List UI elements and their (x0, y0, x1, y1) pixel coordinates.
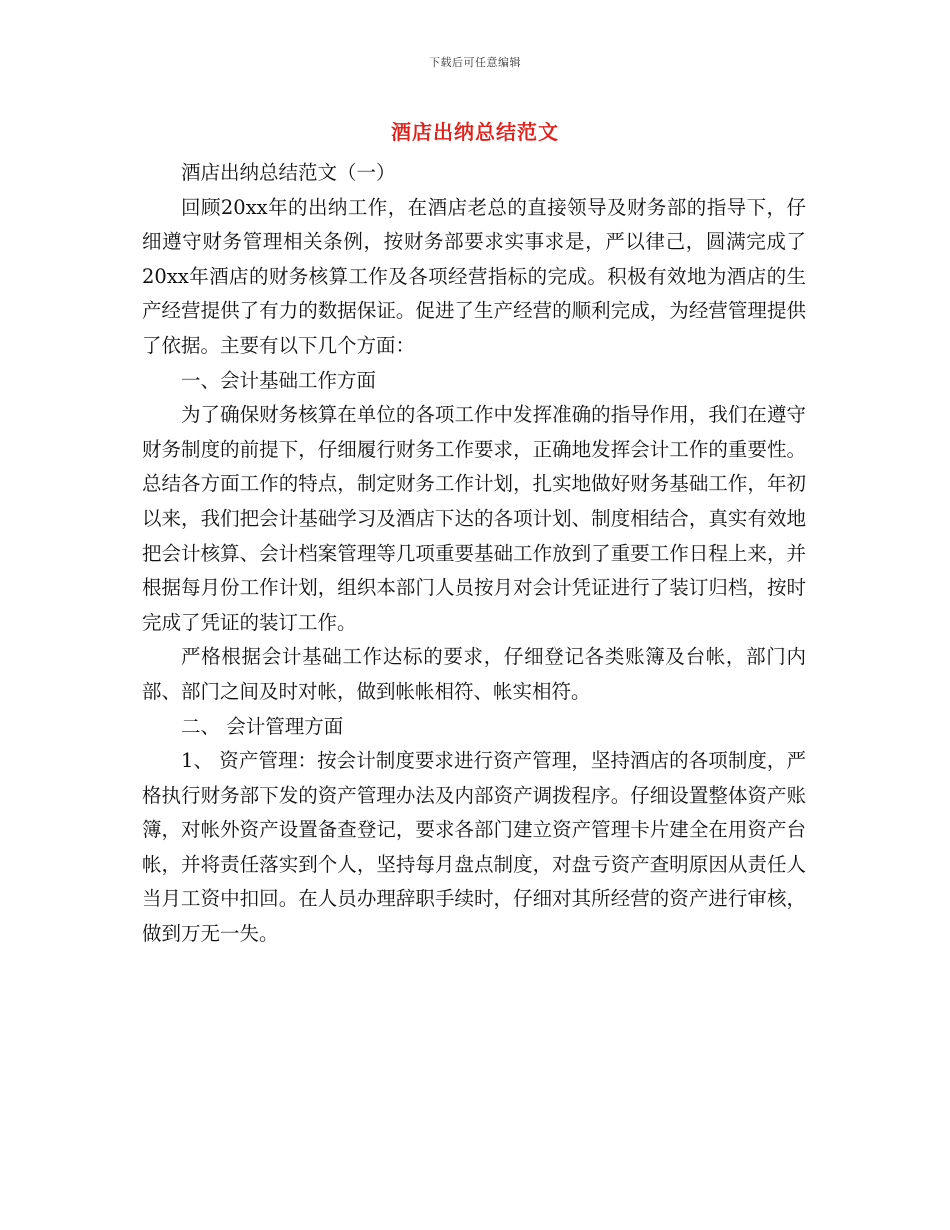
document-title: 酒店出纳总结范文 (391, 120, 559, 144)
paragraph-ledger-registration: 严格根据会计基础工作达标的要求，仔细登记各类账簿及台帐，部门内部、部门之间及时对帐，做到帐帐相符、帐实相符。 (142, 645, 806, 703)
section-heading-accounting-management: 二、 会计管理方面 (181, 714, 344, 738)
paragraph-asset-management: 1、 资产管理：按会计制度要求进行资产管理，坚持酒店的各项制度，严格执行财务部下发的资产管理办法及内部资产调拨程序。仔细设置整体资产账簿，对帐外资产设置备查登记，要求各部门建立资产管理卡片建全在用资产台帐，并将责任落实到个人，坚持每月盘点制度，对盘亏资产查明原因从责任人当月工资中扣回。在人员办理辞职手续时，仔细对其所经营的资产进行审核，做到万无一失。 (142, 749, 806, 946)
paragraph-subtitle: 酒店出纳总结范文（一） (181, 161, 396, 184)
header-note: 下载后可任意编辑 (429, 56, 521, 69)
paragraph-accounting-basics: 为了确保财务核算在单位的各项工作中发挥准确的指导作用，我们在遵守财务制度的前提下，仔细履行财务工作要求，正确地发挥会计工作的重要性。总结各方面工作的特点，制定财务工作计划，扎实地做好财务基础工作，年初以来，我们把会计基础学习及酒店下达的各项计划、制度相结合，真实有效地把会计核算、会计档案管理等几项重要基础工作放到了重要工作日程上来，并根据每月份工作计划，组织本部门人员按月对会计凭证进行了装订归档，按时完成了凭证的装订工作。 (142, 403, 806, 634)
document-body (142, 156, 806, 952)
paragraph-intro: 回顾20xx年的出纳工作，在酒店老总的直接领导及财务部的指导下，仔细遵守财务管理相关条例，按财务部要求实事求是，严以律己，圆满完成了20xx年酒店的财务核算工作及各项经营指标的完成。积极有效地为酒店的生产经营提供了有力的数据保证。促进了生产经营的顺利完成，为经营管理提供了依据。主要有以下几个方面： (142, 195, 806, 357)
section-heading-accounting-basics: 一、会计基础工作方面 (181, 368, 377, 392)
